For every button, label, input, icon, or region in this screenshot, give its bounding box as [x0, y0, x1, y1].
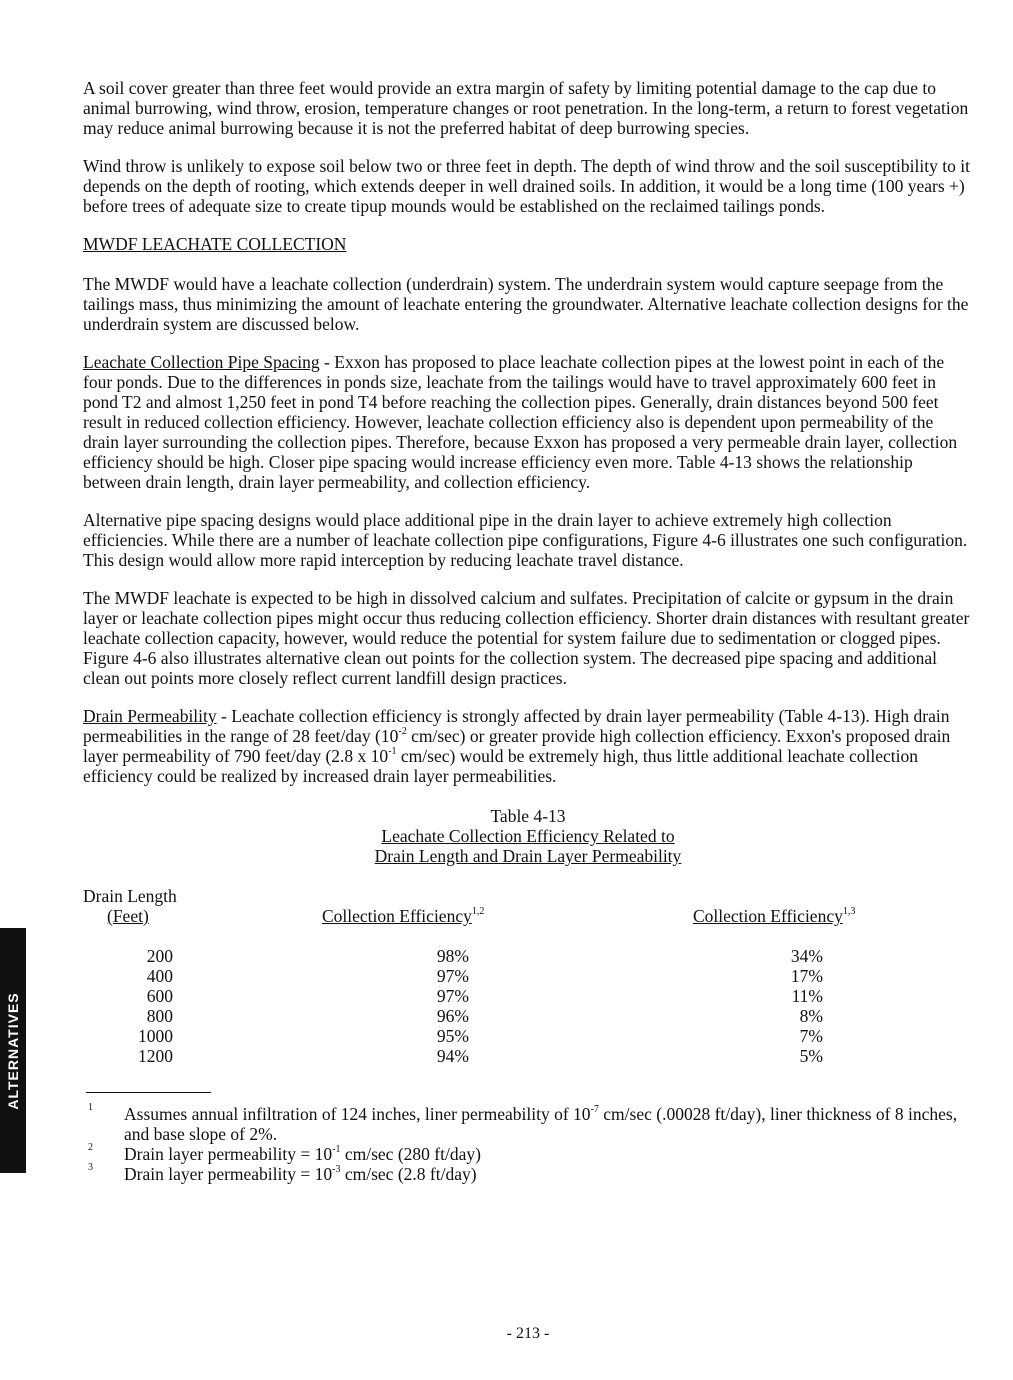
section-side-tab [0, 928, 26, 1173]
cell-efficiency-b: 17% [790, 966, 823, 986]
footnote-text-a: Drain layer permeability = 10 [124, 1144, 333, 1164]
cell-efficiency-a: 96% [436, 1006, 469, 1026]
cell-efficiency-a: 97% [436, 966, 469, 986]
footnote-mark: 2 [88, 1142, 93, 1153]
paragraph-precipitation: The MWDF leachate is expected to be high in dissolved calcium and sulfates. Precipitation of calcite or gypsum in the drain layer or leachate collection pipes might occur thus reducing collection efficiency. Shorter drain distances with resultant greater leachate collection capacity, however, would reduce the potential for system failure due to sedimentation or clogged pipes. Figure 4-6 also illustrates alternative clean out points for the collection system. The decreased pipe spacing and additional clean out points more closely reflect current landfill design practices. [83, 588, 970, 688]
column-header-text: Collection Efficiency [322, 906, 472, 926]
section-heading: MWDF LEACHATE COLLECTION [83, 234, 347, 254]
column-header-feet: (Feet) [107, 906, 149, 926]
column-header-efficiency-1-2 [322, 906, 484, 926]
column-header-text: Collection Efficiency [693, 906, 843, 926]
table-title-line-1-wrap [83, 826, 973, 846]
exponent: -1 [332, 1144, 341, 1155]
cell-efficiency-b: 34% [790, 946, 823, 966]
column-header-efficiency-1-3 [693, 906, 855, 926]
paragraph-soil-cover: A soil cover greater than three feet would provide an extra margin of safety by limiting potential damage to the cap due to animal burrowing, wind throw, erosion, temperature changes or root penetration. In the long-term, a return to forest vegetation may reduce animal burrowing because it is not the preferred habitat of deep burrowing species. [83, 78, 969, 138]
page-number: - 213 - [506, 1325, 550, 1342]
table-4-13 [83, 804, 973, 1104]
footnote-text [124, 1104, 973, 1144]
side-tab-label: ALTERNATIVES [5, 991, 21, 1110]
footnote-text-a: Drain layer permeability = 10 [124, 1164, 333, 1184]
drain-permeability-lead: Drain Permeability [83, 706, 217, 726]
paragraph-alternative-spacing: Alternative pipe spacing designs would place additional pipe in the drain layer to achieve extremely high collection efficiencies. While there are a number of leachate collection pipe configurations, Figure 4-6 illustrates one such configuration. This design would allow more rapid interception by reducing leachate travel distance. [83, 510, 968, 570]
cell-efficiency-a: 98% [436, 946, 469, 966]
exponent: -3 [332, 1164, 341, 1175]
document-body [83, 78, 973, 1204]
footnote-mark: 3 [88, 1162, 93, 1173]
pipe-spacing-text: - Exxon has proposed to place leachate collection pipes at the lowest point in each of the four ponds. Due to the differences in ponds size, leachate from the tailings would have to travel approximately 600 feet in pond T2 and almost 1,250 feet in pond T4 before reaching the collection pipes. Generally, drain distances beyond 500 feet result in reduced collection efficiency. However, leachate collection efficiency also is dependent upon permeability of the drain layer surrounding the collection pipes. Therefore, because Exxon has proposed a very permeable drain layer, collection efficiency should be high. Closer pipe spacing would increase efficiency even more. Table 4-13 shows the relationship between drain length, drain layer permeability, and collection efficiency. [83, 352, 958, 492]
drain-permeability-text-b: cm/sec) or greater provide high collection efficiency. Exxon's proposed drain layer permeability of 790 feet/day (2.8 x 10 [83, 726, 951, 766]
drain-permeability-text-a: - Leachate collection efficiency is strongly affected by drain layer permeability (Table 4-13). High drain permeabilities in the range of 28 feet/day (10 [83, 706, 950, 746]
table-title-line-2-wrap [83, 846, 973, 866]
footnote-text-a: Assumes annual infiltration of 124 inches, liner permeability of 10 [124, 1104, 591, 1124]
exponent: -7 [590, 1104, 599, 1115]
paragraph-wind-throw: Wind throw is unlikely to expose soil below two or three feet in depth. The depth of wind throw and the soil susceptibility to it depends on the depth of rooting, which extends deeper in well drained soils. In addition, it would be a long time (100 years +) before trees of adequate size to create tipup mounds would be established on the reclaimed tailings ponds. [83, 156, 970, 216]
cell-efficiency-b: 11% [791, 986, 823, 1006]
footnote-ref: 1,3 [842, 906, 856, 917]
paragraph-underdrain: The MWDF would have a leachate collection (underdrain) system. The underdrain system would capture seepage from the tailings mass, thus minimizing the amount of leachate entering the groundwater. Alternative leachate collection designs for the underdrain system are discussed below. [83, 274, 969, 334]
cell-efficiency-a: 97% [436, 986, 469, 1006]
cell-efficiency-a: 95% [436, 1026, 469, 1046]
paragraph-pipe-spacing [83, 352, 973, 492]
footnote-text-b: cm/sec (280 ft/day) [340, 1144, 481, 1164]
table-title-line-1: Leachate Collection Efficiency Related to [381, 826, 675, 846]
cell-drain-length: 1000 [138, 1026, 173, 1046]
drain-permeability-text-c: cm/sec) would be extremely high, thus little additional leachate collection efficiency could be realized by increased drain layer permeabilities. [83, 746, 918, 786]
paragraph-drain-permeability [83, 706, 973, 786]
footnote-text-b: cm/sec (2.8 ft/day) [340, 1164, 477, 1184]
footnote-text [124, 1144, 973, 1164]
cell-efficiency-b: 5% [799, 1046, 823, 1066]
cell-efficiency-b: 7% [799, 1026, 823, 1046]
footnotes [83, 1104, 973, 1204]
column-header-drain-length: Drain Length [83, 886, 177, 906]
footnote-mark: 1 [88, 1102, 93, 1113]
cell-efficiency-b: 8% [799, 1006, 823, 1026]
footnote-ref: 1,2 [471, 906, 485, 917]
cell-drain-length: 600 [146, 986, 173, 1006]
cell-drain-length: 800 [146, 1006, 173, 1026]
cell-drain-length: 200 [146, 946, 173, 966]
cell-efficiency-a: 94% [436, 1046, 469, 1066]
table-number: Table 4-13 [490, 806, 566, 826]
footnote-rule [86, 1092, 211, 1093]
exponent: -2 [398, 726, 407, 737]
exponent: -1 [388, 746, 397, 757]
cell-drain-length: 1200 [138, 1046, 173, 1066]
footnote-text [124, 1164, 973, 1184]
cell-drain-length: 400 [146, 966, 173, 986]
table-title-line-2: Drain Length and Drain Layer Permeability [374, 846, 682, 866]
footnote-text-b: cm/sec (.00028 ft/day), liner thickness of 8 inches, and base slope of 2%. [124, 1104, 958, 1144]
pipe-spacing-lead: Leachate Collection Pipe Spacing [83, 352, 320, 372]
